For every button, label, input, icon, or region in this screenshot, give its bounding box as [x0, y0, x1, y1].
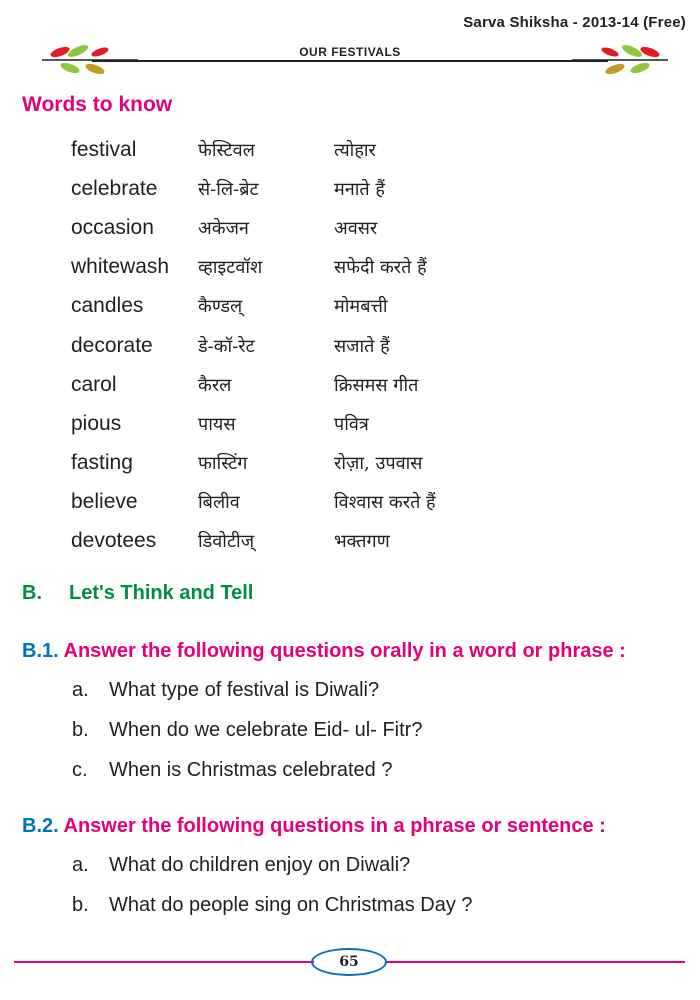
vocab-meaning: विश्वास करते हैं [334, 492, 436, 514]
section-b-title: Let's Think and Tell [69, 582, 254, 604]
vocab-meaning: क्रिसमस गीत [334, 374, 419, 396]
question-label: b. [72, 893, 89, 916]
vocab-meaning: अवसर [334, 217, 378, 239]
vocab-pronunciation: पायस [198, 413, 236, 435]
b2-question-list [72, 845, 672, 925]
vocab-meaning: भक्तगण [334, 531, 390, 553]
header-rule [92, 60, 608, 62]
vocab-word: fasting [71, 451, 133, 475]
b1-number: B.1. [22, 640, 59, 662]
vocab-meaning: मनाते हैं [334, 178, 385, 200]
question-label: a. [72, 678, 89, 701]
question-label: c. [72, 758, 88, 781]
vocab-pronunciation: अकेजन [198, 217, 249, 239]
b1-question-list [72, 670, 672, 790]
vocab-meaning: पवित्र [334, 413, 369, 435]
vocab-pronunciation: कैण्डल् [198, 296, 243, 318]
vocab-word: festival [71, 137, 137, 161]
leaf-sprig-left-icon [40, 40, 140, 80]
vocab-pronunciation: डिवोटीज् [198, 531, 255, 553]
question-label: a. [72, 853, 89, 876]
list-item [72, 845, 672, 885]
b1-heading [22, 640, 626, 663]
vocab-meaning: त्योहार [334, 139, 376, 161]
chapter-title: OUR FESTIVALS [299, 45, 401, 59]
question-text: When is Christmas celebrated ? [109, 758, 393, 781]
question-text: What do children enjoy on Diwali? [109, 853, 411, 876]
vocabulary-table [71, 130, 591, 561]
question-text: When do we celebrate Eid- ul- Fitr? [109, 718, 423, 741]
vocab-pronunciation: डे-कॉ-रेट [198, 335, 255, 357]
b2-heading [22, 815, 606, 838]
vocab-row [71, 365, 591, 404]
vocab-word: carol [71, 372, 117, 396]
question-text: What do people sing on Christmas Day ? [109, 893, 473, 916]
b2-number: B.2. [22, 815, 59, 837]
vocab-row [71, 169, 591, 208]
question-text: What type of festival is Diwali? [109, 678, 380, 701]
vocab-row [71, 326, 591, 365]
footer-rule-right [385, 961, 685, 963]
vocab-pronunciation: फास्टिंग [198, 453, 248, 475]
vocab-word: decorate [71, 333, 153, 357]
list-item [72, 750, 672, 790]
vocab-pronunciation: से-लि-ब्रेट [198, 178, 259, 200]
vocab-row [71, 208, 591, 247]
vocab-row [71, 404, 591, 443]
book-title: Sarva Shiksha - 2013-14 (Free) [463, 14, 686, 31]
list-item [72, 885, 672, 925]
vocab-meaning: मोमबत्ती [334, 296, 388, 318]
b1-instruction: Answer the following questions orally in a word or phrase : [63, 640, 626, 662]
vocab-pronunciation: फेस्टिवल [198, 139, 255, 161]
vocab-row [71, 287, 591, 326]
vocab-pronunciation: व्हाइटवॉश [198, 257, 263, 279]
words-to-know-heading: Words to know [22, 93, 173, 116]
vocab-pronunciation: बिलीव [198, 492, 240, 514]
vocab-row [71, 522, 591, 561]
question-label: b. [72, 718, 89, 741]
vocab-word: occasion [71, 215, 154, 239]
list-item [72, 710, 672, 750]
footer-rule-left [14, 961, 314, 963]
list-item [72, 670, 672, 710]
vocab-word: believe [71, 490, 138, 514]
vocab-row [71, 483, 591, 522]
b2-instruction: Answer the following questions in a phrase or sentence : [63, 815, 606, 837]
vocab-word: candles [71, 294, 144, 318]
section-b-letter: B. [22, 582, 42, 604]
vocab-pronunciation: कैरल [198, 374, 232, 396]
vocab-row [71, 444, 591, 483]
vocab-meaning: सजाते हैं [334, 335, 390, 357]
leaf-sprig-right-icon [570, 40, 670, 80]
section-b-heading [22, 582, 253, 605]
vocab-meaning: रोज़ा, उपवास [334, 453, 423, 475]
vocab-word: devotees [71, 529, 157, 553]
vocab-meaning: सफेदी करते हैं [334, 257, 427, 279]
vocab-word: celebrate [71, 176, 158, 200]
vocab-row [71, 248, 591, 287]
vocab-word: whitewash [71, 255, 170, 279]
vocab-word: pious [71, 411, 122, 435]
page-number: 65 [311, 948, 387, 976]
vocab-row [71, 130, 591, 169]
